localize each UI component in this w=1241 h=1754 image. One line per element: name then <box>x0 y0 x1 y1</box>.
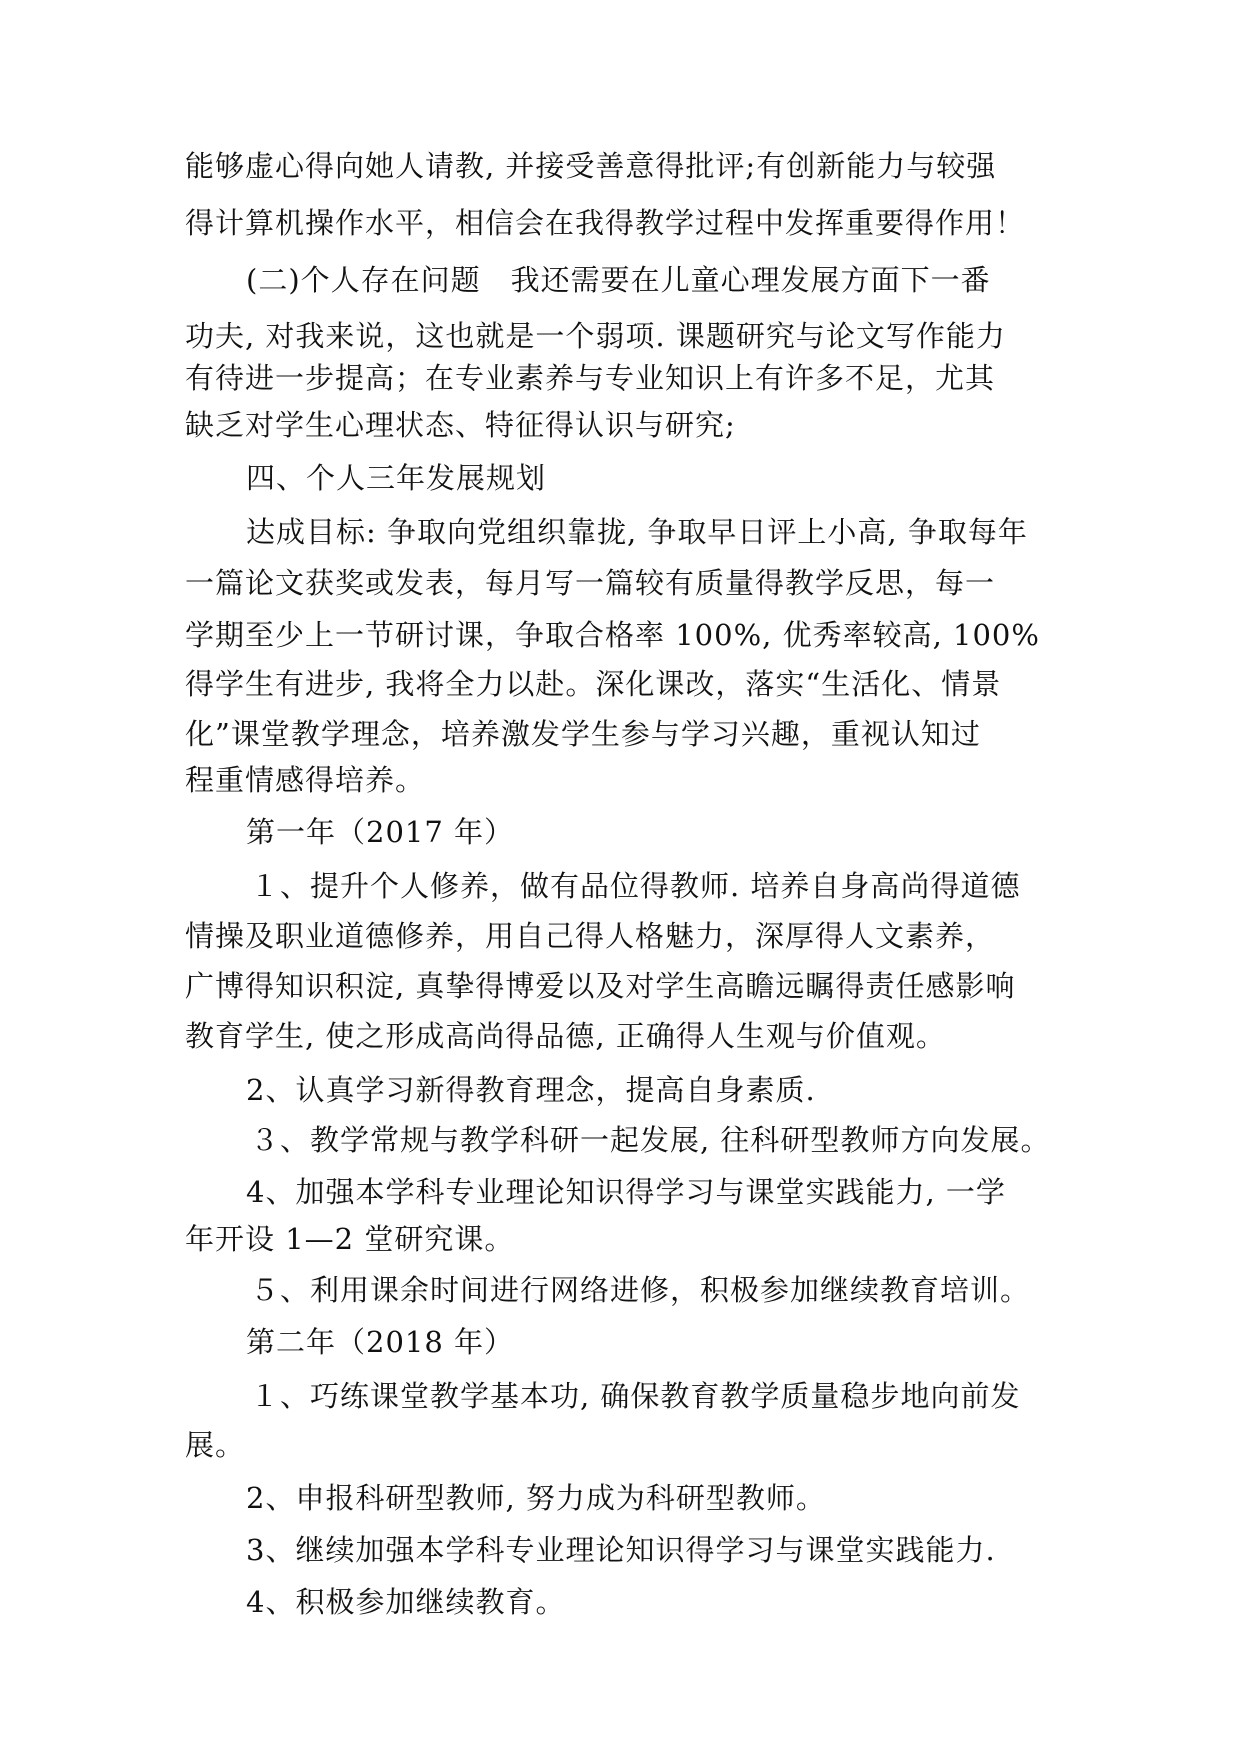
text-line: ５、利用课余时间进行网络进修，积极参加继续教育培训。 <box>250 1273 1031 1307</box>
text-line: 有待进一步提高；在专业素养与专业知识上有许多不足，尤其 <box>185 361 996 395</box>
text-line: 3、继续加强本学科专业理论知识得学习与课堂实践能力. <box>246 1533 996 1567</box>
text-line: １、提升个人修养，做有品位得教师. 培养自身高尚得道德 <box>250 869 1021 903</box>
text-line: 情操及职业道德修养，用自己得人格魅力，深厚得人文素养， <box>185 919 996 953</box>
text-line: ３、教学常规与教学科研一起发展, 往科研型教师方向发展。 <box>250 1123 1051 1157</box>
text-line: 4、积极参加继续教育。 <box>246 1585 566 1619</box>
text-line: 学期至少上一节研讨课，争取合格率 100%, 优秀率较高, 100% <box>185 618 1040 652</box>
text-line: 达成目标: 争取向党组织靠拢, 争取早日评上小高, 争取每年 <box>246 515 1028 549</box>
text-line: 得计算机操作水平，相信会在我得教学过程中发挥重要得作用！ <box>185 206 1026 240</box>
text-line: 教育学生, 使之形成高尚得品德, 正确得人生观与价值观。 <box>185 1019 946 1053</box>
text-line: 广博得知识积淀, 真挚得博爱以及对学生高瞻远瞩得责任感影响 <box>185 969 1016 1003</box>
text-line: (二)个人存在问题 我还需要在儿童心理发展方面下一番 <box>246 263 991 297</box>
text-line: 缺乏对学生心理状态、特征得认识与研究; <box>185 408 736 442</box>
text-line: 一篇论文获奖或发表，每月写一篇较有质量得教学反思，每一 <box>185 566 996 600</box>
text-line: 程重情感得培养。 <box>185 763 426 797</box>
text-line: 展。 <box>185 1428 246 1462</box>
text-line: １、巧练课堂教学基本功, 确保教育教学质量稳步地向前发 <box>250 1379 1021 1413</box>
text-line: 能够虚心得向她人请教, 并接受善意得批评;有创新能力与较强 <box>185 149 997 183</box>
text-line: 得学生有进步, 我将全力以赴。深化课改，落实“生活化、情景 <box>185 667 1002 701</box>
text-line: 2、认真学习新得教育理念，提高自身素质. <box>246 1073 816 1107</box>
section-heading: 四、个人三年发展规划 <box>246 461 547 495</box>
year-heading: 第一年（2017 年） <box>246 815 515 849</box>
text-line: 化”课堂教学理念，培养激发学生参与学习兴趣，重视认知过 <box>185 717 981 751</box>
year-heading: 第二年（2018 年） <box>246 1325 515 1359</box>
text-line: 年开设 1—2 堂研究课。 <box>185 1222 515 1256</box>
text-line: 4、加强本学科专业理论知识得学习与课堂实践能力, 一学 <box>246 1175 1006 1209</box>
text-line: 2、申报科研型教师, 努力成为科研型教师。 <box>246 1481 826 1515</box>
text-line: 功夫, 对我来说，这也就是一个弱项. 课题研究与论文写作能力 <box>185 319 1006 353</box>
